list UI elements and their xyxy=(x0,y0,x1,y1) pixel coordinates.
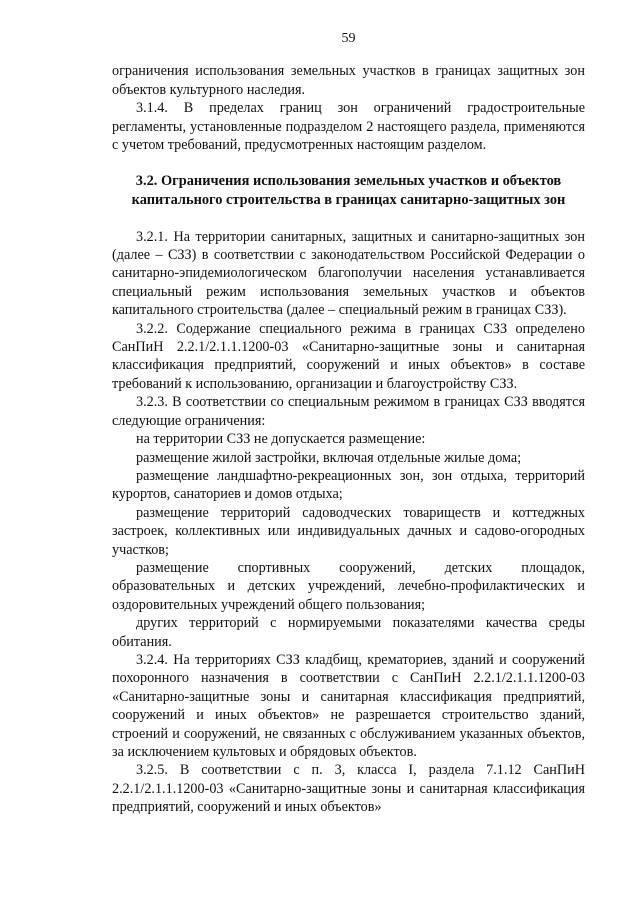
paragraph-3-2-3: 3.2.3. В соответствии со специальным режимом в границах СЗЗ вводятся следующие ограничения: xyxy=(112,394,585,429)
paragraph-3-2-4: 3.2.4. На территориях СЗЗ кладбищ, крематориев, зданий и сооружений похоронного назначения в соответствии с СанПиН 2.2.1/2.1.1.1200-03 «Санитарно-защитные зоны и санитарная классификация предприятий, сооружений и иных объектов» не разрешается строительство зданий, строений и сооружений, не связанных с обслуживанием указанных объектов, за исключением культовых и обрядовых объектов. xyxy=(112,651,585,760)
paragraph-3-2-2: 3.2.2. Содержание специального режима в границах СЗЗ определено СанПиН 2.2.1/2.1.1.1200-03 «Санитарно-защитные зоны и санитарная классификация предприятий, сооружений и иных объектов» в составе требований к использованию, организации и благоустройству СЗЗ. xyxy=(112,320,585,392)
list-intro: на территории СЗЗ не допускается размещение: xyxy=(136,431,426,448)
paragraph-continuation: ограничения использования земельных участков в границах защитных зон объектов культурного наследия. xyxy=(112,63,585,98)
page-number: 59 xyxy=(341,31,356,46)
paragraph-3-1-4: 3.1.4. В пределах границ зон ограничений градостроительные регламенты, установленные подразделом 2 настоящего раздела, применяются с учетом требований, предусмотренных настоящим разделом. xyxy=(112,100,585,154)
paragraph-3-2-1: 3.2.1. На территории санитарных, защитных и санитарно-защитных зон (далее – СЗЗ) в соответствии с законодательством Российской Федерации о санитарно-эпидемиологическом благополучии населения устанавливается специальный режим использования земельных участков и объектов капитального строительства (далее – специальный режим в границах СЗЗ). xyxy=(112,228,585,319)
list-item: размещение жилой застройки, включая отдельные жилые дома; xyxy=(136,449,522,466)
section-heading: 3.2. Ограничения использования земельных участков и объектов капитального строительства в границах санитарно-защитных зон xyxy=(131,173,566,209)
list-item: размещение территорий садоводческих товариществ и коттеджных застроек, коллективных или индивидуальных дачных и садово-огородных участков; xyxy=(112,504,585,558)
list-item: других территорий с нормируемыми показателями качества среды обитания. xyxy=(112,615,585,650)
paragraph-3-2-5: 3.2.5. В соответствии с п. 3, класса I, раздела 7.1.12 СанПиН 2.2.1/2.1.1.1200-03 «Санитарно-защитные зоны и санитарная классификация предприятий, сооружений и иных объектов» xyxy=(112,762,585,816)
list-item: размещение ландшафтно-рекреационных зон, зон отдыха, территорий курортов, санаториев и домов отдыха; xyxy=(112,467,585,503)
list-item: размещение спортивных сооружений, детских площадок, образовательных и детских учреждений, лечебно-профилактических и оздоровительных учреждений общего пользования; xyxy=(112,559,585,613)
